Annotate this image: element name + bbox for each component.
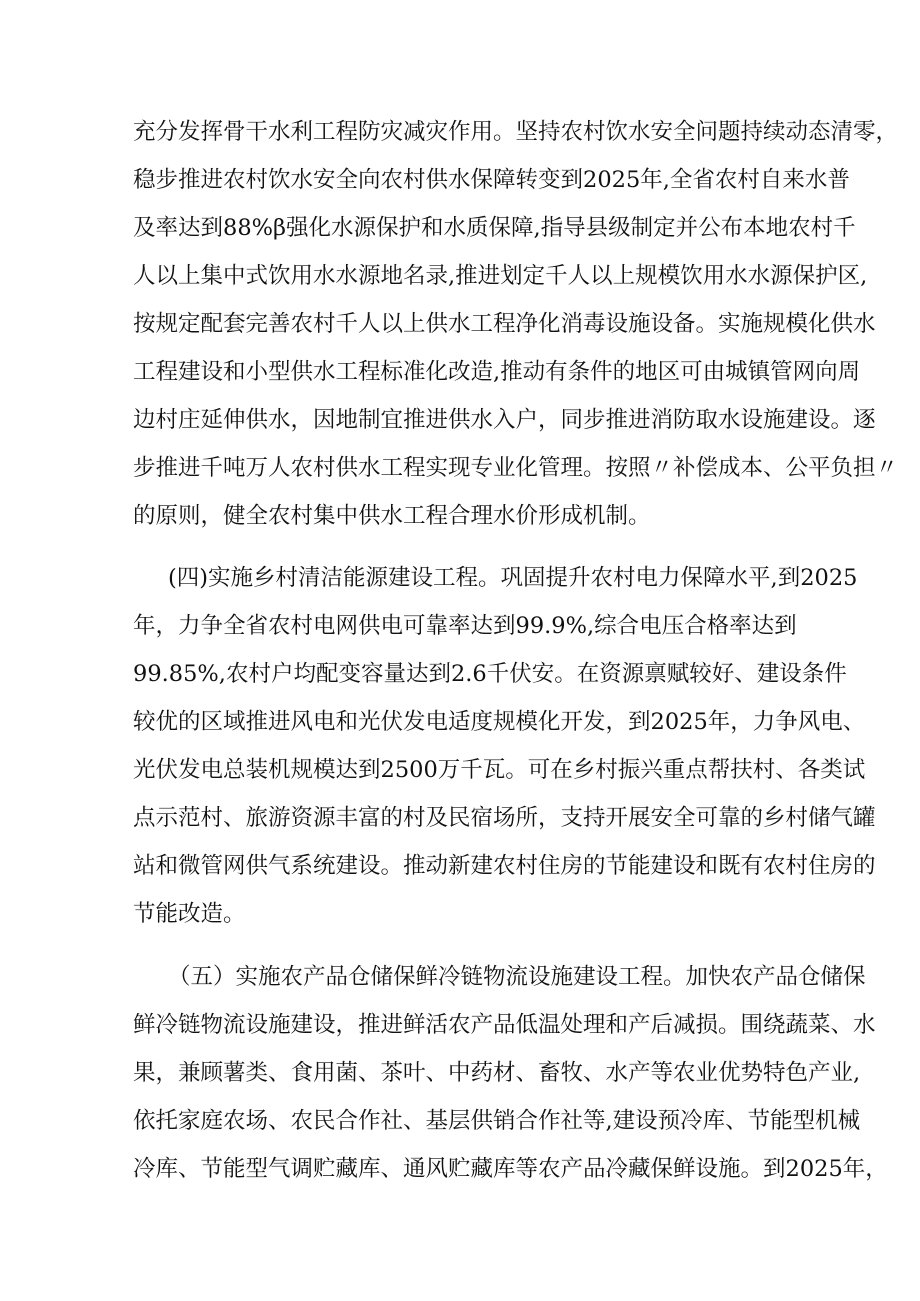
text-line: 按规定配套完善农村千人以上供水工程净化消毒设施设备。实施规模化供水 [133, 311, 876, 337]
text-line: 的原则，健全农村集中供水工程合理水价形成机制。 [133, 503, 651, 529]
text-line: 冷库、节能型气调贮藏库、通风贮藏库等农产品冷藏保鲜设施。到2025年， [133, 1156, 888, 1182]
text-line: 工程建设和小型供水工程标准化改造,推动有条件的地区可由城镇管网向周 [133, 359, 861, 385]
text-line: 较优的区域推进风电和光伏发电适度规模化开发，到2025年，力争风电、 [133, 709, 866, 735]
text-line: (四)实施乡村清洁能源建设工程。巩固提升农村电力保障水平,到2025 [168, 565, 858, 591]
text-line: 及率达到88%β强化水源保护和水质保障,指导县级制定并公布本地农村千 [133, 215, 856, 241]
text-line: 节能改造。 [133, 901, 246, 927]
text-line: 点示范村、旅游资源丰富的村及民宿场所，支持开展安全可靠的乡村储气罐 [133, 805, 876, 831]
text-line: （五）实施农产品仓储保鲜冷链物流设施建设工程。加快农产品仓储保 [168, 964, 866, 990]
text-line: 光伏发电总装机规模达到2500万千瓦。可在乡村振兴重点帮扶村、各类试 [133, 757, 866, 783]
text-line: 边村庄延伸供水，因地制宜推进供水入户，同步推进消防取水设施建设。逐 [133, 407, 876, 433]
text-line: 年，力争全省农村电网供电可靠率达到99.9%,综合电压合格率达到 [133, 613, 797, 639]
text-line: 步推进千吨万人农村供水工程实现专业化管理。按照〃补偿成本、公平负担〃 [133, 455, 899, 481]
text-line: 99.85%,农村户均配变容量达到2.6千伏安。在资源禀赋较好、建设条件 [133, 661, 847, 687]
text-line: 站和微管网供气系统建设。推动新建农村住房的节能建设和既有农村住房的 [133, 853, 876, 879]
text-line: 人以上集中式饮用水水源地名录,推进划定千人以上规模饮用水水源保护区, [133, 263, 868, 289]
text-line: 果，兼顾薯类、食用菌、茶叶、中药材、畜牧、水产等农业优势特色产业, [133, 1060, 861, 1086]
text-line: 充分发挥骨干水利工程防灾减灾作用。坚持农村饮水安全问题持续动态清零， [133, 119, 899, 145]
text-line: 稳步推进农村饮水安全向农村供水保障转变到2025年,全省农村自来水普 [133, 167, 850, 193]
text-line: 鲜冷链物流设施建设，推进鲜活农产品低温处理和产后减损。围绕蔬菜、水 [133, 1012, 876, 1038]
text-line: 依托家庭农场、农民合作社、基层供销合作社等,建设预冷库、节能型机械 [133, 1108, 861, 1134]
